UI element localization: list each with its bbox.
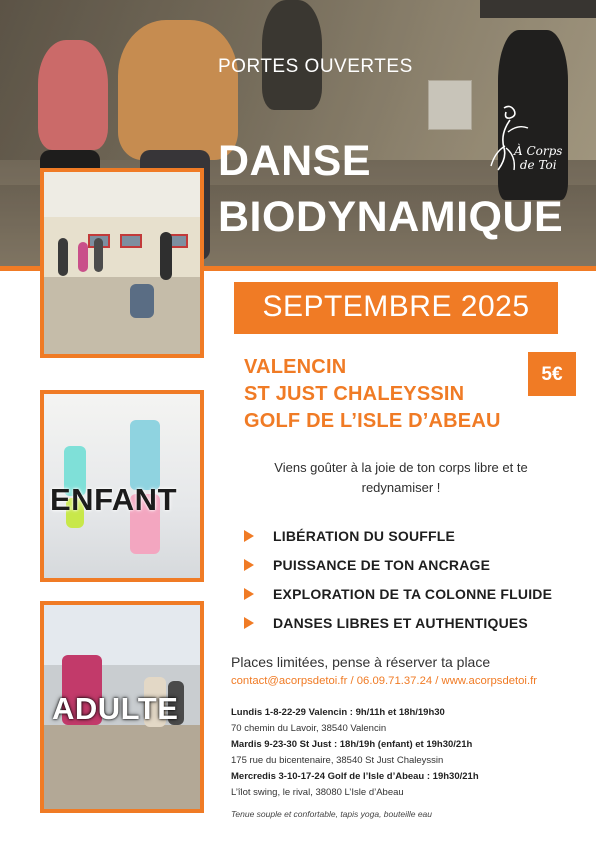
benefit-item	[244, 521, 552, 550]
logo-text-line-1: À Corps	[514, 144, 563, 158]
schedule-where: 70 chemin du Lavoir, 38540 Valencin	[231, 723, 387, 734]
benefit-text: DANSES LIBRES ET AUTHENTIQUES	[273, 614, 528, 631]
title-line-2: BIODYNAMIQUE	[218, 193, 564, 241]
schedule-block	[231, 705, 479, 801]
benefit-text: EXPLORATION DE TA COLONNE FLUIDE	[273, 585, 553, 602]
intro-line-1: Viens goûter à la joie de ton corps libre et te	[274, 460, 528, 475]
price-text: 5€	[541, 364, 563, 385]
benefit-item	[244, 579, 552, 608]
location-item: VALENCIN	[244, 356, 347, 378]
triangle-bullet-icon	[244, 559, 254, 571]
photo-label-adulte: ADULTE	[52, 691, 179, 726]
photo-enfant	[40, 390, 204, 582]
contact-line[interactable]: contact@acorpsdetoi.fr / 06.09.71.37.24 / www.acorpsdetoi.fr	[231, 675, 537, 687]
intro-line-2: redynamiser !	[361, 480, 441, 495]
schedule-when: Lundis 1-8-22-29 Valencin : 9h/11h et 18h/19h30	[231, 707, 445, 718]
benefits-list	[244, 521, 552, 637]
location-item: ST JUST CHALEYSSIN	[244, 383, 465, 405]
triangle-bullet-icon	[244, 588, 254, 600]
logo-text-line-2: de Toi	[519, 158, 557, 173]
benefit-text: LIBÉRATION DU SOUFFLE	[273, 527, 456, 544]
benefit-item	[244, 550, 552, 579]
month-text: SEPTEMBRE 2025	[262, 290, 530, 323]
benefit-item	[244, 608, 552, 637]
schedule-when: Mardis 9-23-30 St Just : 18h/19h (enfant) et 19h30/21h	[231, 739, 473, 750]
child-dancer	[130, 420, 160, 490]
person-figure	[160, 232, 172, 280]
title-line-1: DANSE	[218, 137, 372, 185]
schedule-when: Mercredis 3-10-17-24 Golf de l’Isle d’Abeau : 19h30/21h	[231, 771, 479, 782]
month-banner	[234, 282, 558, 334]
photo-dance-hall	[40, 168, 204, 358]
limited-places-text: Places limitées, pense à réserver ta place	[231, 654, 491, 670]
locations-list	[244, 354, 501, 435]
intro-text	[226, 458, 576, 498]
schedule-where: L’îlot swing, le rival, 38080 L’Isle d’Abeau	[231, 787, 404, 798]
person-figure	[58, 238, 68, 276]
hall-ceiling	[44, 172, 200, 217]
hall-floor	[44, 277, 200, 358]
triangle-bullet-icon	[244, 530, 254, 542]
photo-label-enfant: ENFANT	[50, 482, 177, 517]
person-sitting	[130, 284, 154, 318]
hall-window	[120, 234, 142, 248]
location-item: GOLF DE L’ISLE D’ABEAU	[244, 410, 501, 432]
schedule-where: 175 rue du bicentenaire, 38540 St Just Chaleyssin	[231, 755, 444, 766]
equipment-note: Tenue souple et confortable, tapis yoga, bouteille eau	[231, 809, 432, 819]
logo-wordmark	[514, 144, 562, 173]
photo-adulte	[40, 601, 204, 813]
price-badge	[528, 352, 576, 396]
benefit-text: PUISSANCE DE TON ANCRAGE	[273, 556, 491, 573]
person-figure	[78, 242, 88, 272]
eyebrow-portes-ouvertes: PORTES OUVERTES	[218, 56, 413, 77]
adulte-floor	[44, 725, 200, 813]
triangle-bullet-icon	[244, 617, 254, 629]
person-figure	[94, 238, 103, 272]
